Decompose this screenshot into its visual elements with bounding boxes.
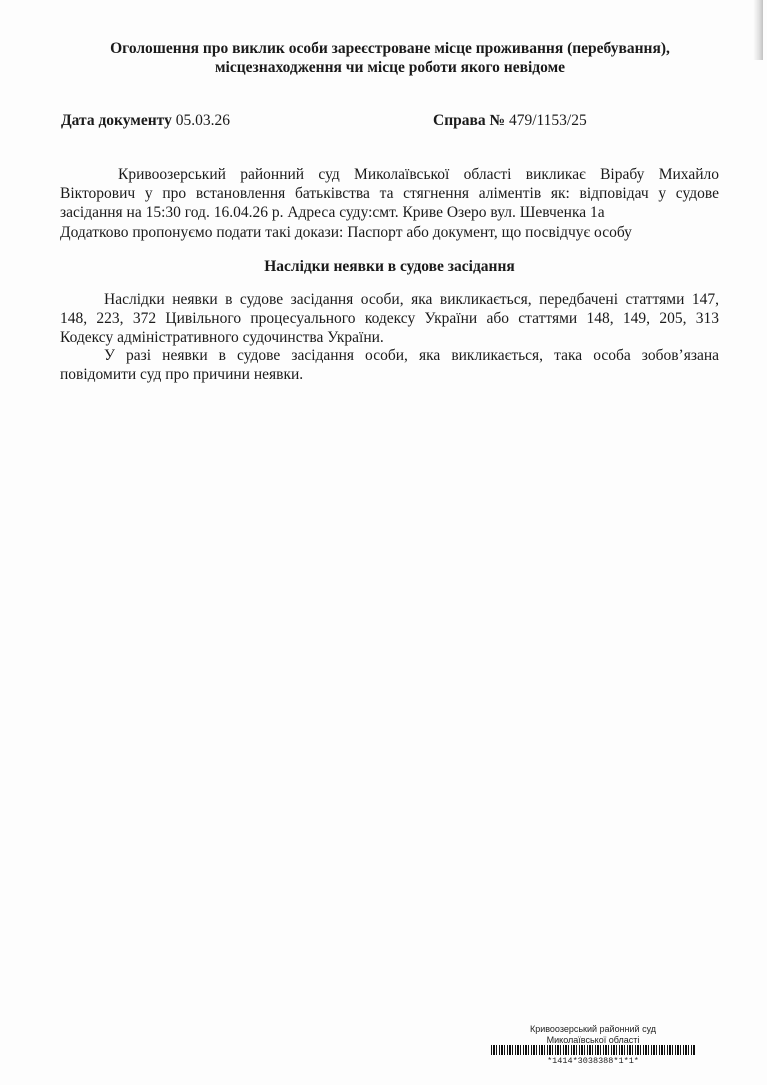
document-title (60, 39, 720, 77)
consequences-line-1: Наслідки неявки в судове засідання особи, яка викликається, передбачені статтями 147, (104, 291, 719, 308)
court-stamp (493, 1024, 693, 1045)
date-value: 05.03.26 (175, 112, 230, 129)
summons-line-3: засідання на 15:30 год. 16.04.26 р. Адреса суду:смт. Криве Озеро вул. Шевченка 1а (60, 204, 605, 222)
stamp-line-1: Кривоозерський районний суд (529, 1024, 657, 1034)
summons-line-2: Вікторович у про встановлення батьківства та стягнення аліментів як: відповідач у судове (60, 185, 719, 203)
summons-paragraph (60, 165, 719, 242)
case-label: Справа № (433, 112, 506, 129)
title-line-2: місцезнаходження чи місце роботи якого невідоме (214, 59, 566, 76)
notify-line-1: У разі неявки в судове засідання особи, яка викликається, така особа зобов’язана (104, 347, 719, 364)
scan-edge-shadow (753, 0, 763, 60)
notify-line-2: повідомити суд про причини неявки. (60, 366, 304, 384)
notify-paragraph (60, 346, 719, 384)
consequences-paragraph (60, 290, 719, 348)
date-label: Дата документу (61, 112, 172, 129)
consequences-line-3: Кодексу адміністративного судочинства України. (60, 329, 384, 347)
case-value: 479/1153/25 (508, 112, 587, 129)
title-line-1: Оголошення про виклик особи зареєстроване місце проживання (перебування), (110, 40, 670, 57)
document-date (61, 111, 230, 130)
barcode (491, 1045, 695, 1055)
stamp-line-2: Миколаївської області (546, 1034, 640, 1045)
consequences-line-2: 148, 223, 372 Цивільного процесуального кодексу України або статтями 148, 149, 205, 313 (60, 310, 719, 328)
summons-line-1: Кривоозерський районний суд Миколаївської області викликає Вірабу Михайло (118, 166, 719, 183)
summons-line-4: Додатково пропонуємо подати такі докази: Паспорт або документ, що посвідчує особу (60, 223, 632, 241)
section-title: Наслідки неявки в судове засідання (264, 258, 515, 275)
case-number (433, 111, 587, 130)
barcode-number: *1414*3038388*1*1* (547, 1056, 639, 1066)
